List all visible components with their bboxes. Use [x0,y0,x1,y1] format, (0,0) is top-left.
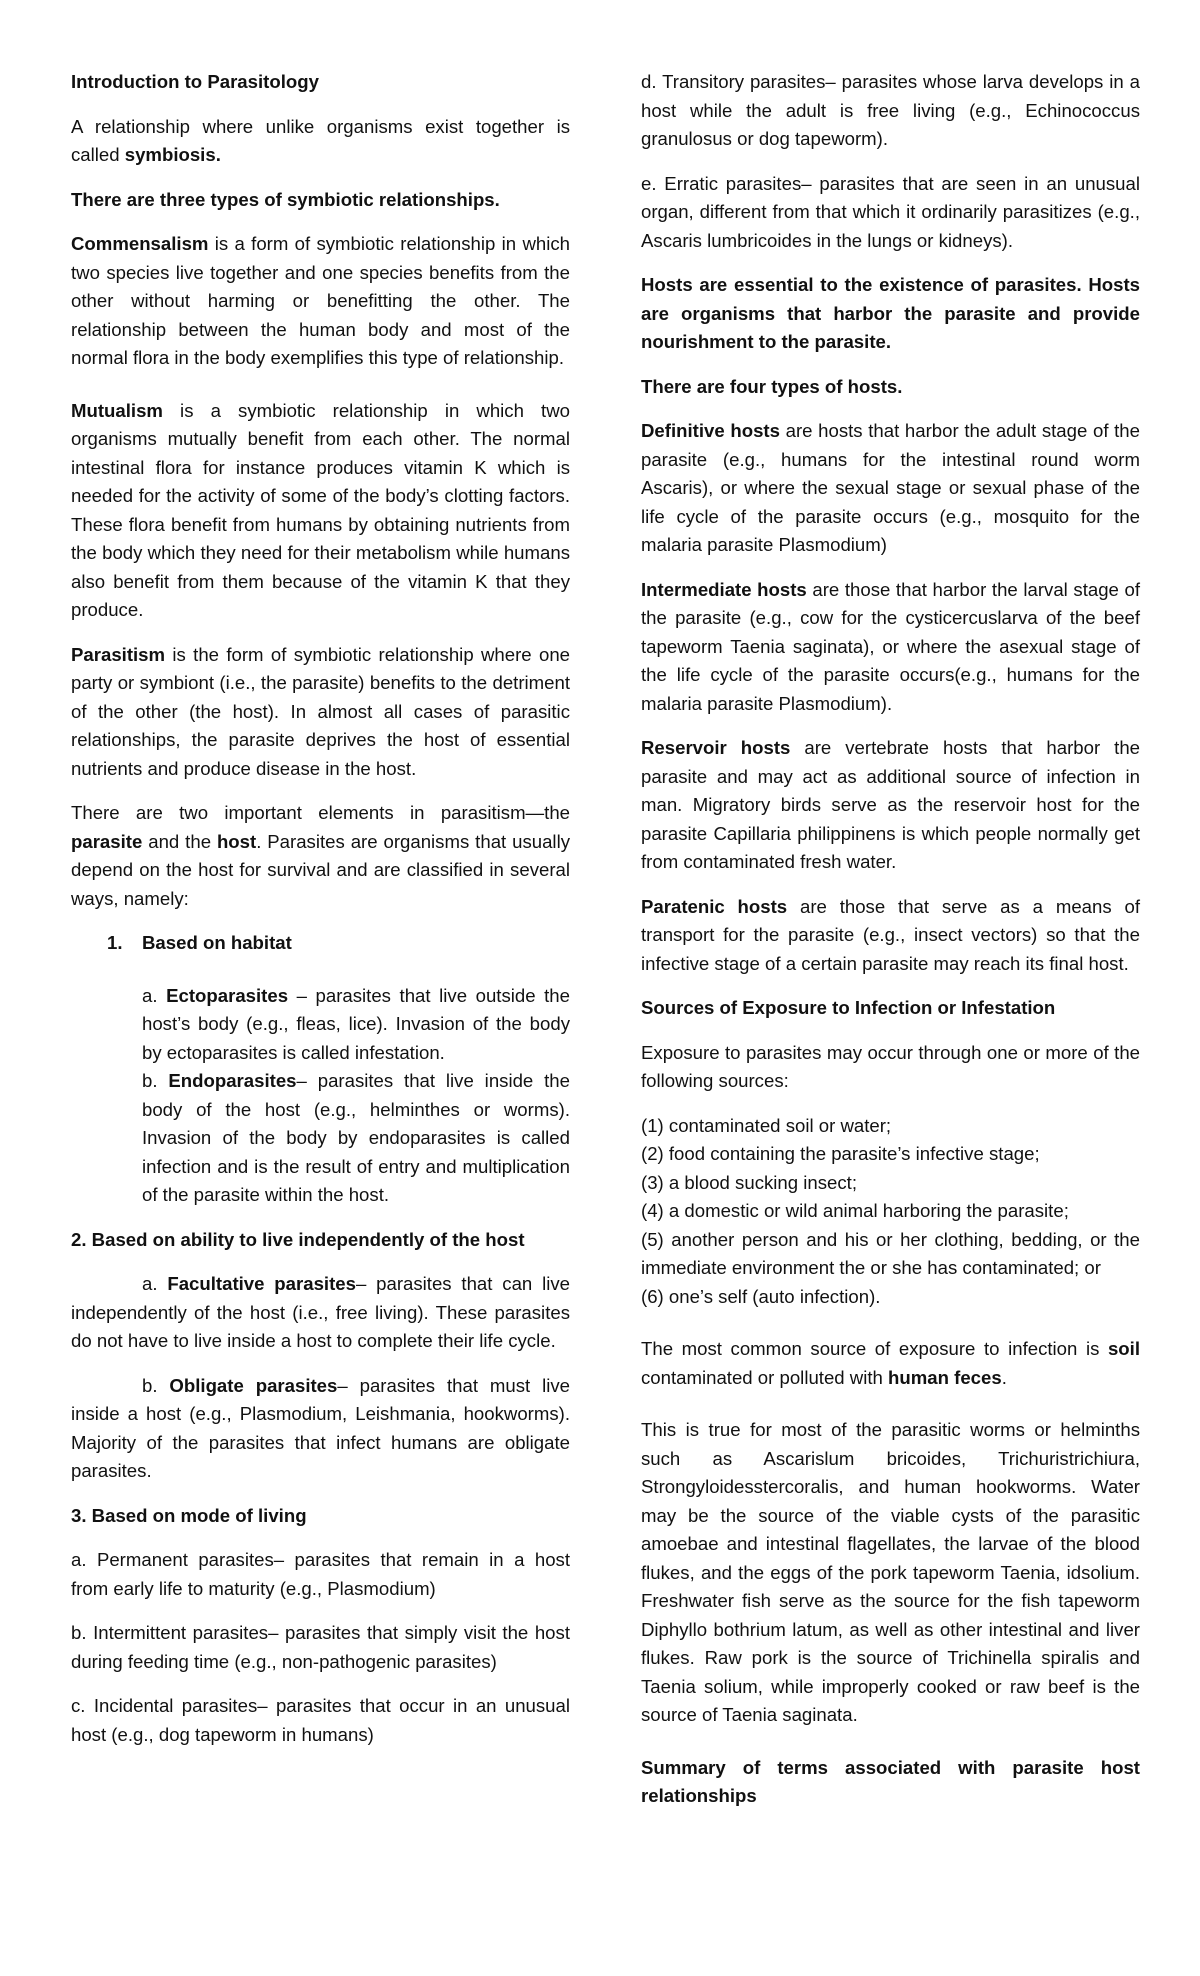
mode-heading: 3. Based on mode of living [71,1504,307,1526]
transitory-item: d. Transitory parasites– parasites whose larva develops in a host while the adult is free living (e.g., Echinococcus granulosus or dog tapeworm). [641,71,1140,149]
mutualism-paragraph: Mutualism is a symbiotic relationship in which two organisms mutually benefit from each other. The normal intestinal flora for instance produces vitamin K which is needed for the activity of some of the body’s clotting factors. These flora benefit from humans by obtaining nutrients from the body which they need for their metabolism while humans also benefit from them because of the vitamin K that they produce. [71,399,570,620]
intermittent-item: b. Intermittent parasites– parasites that simply visit the host during feeding time (e.g., non-pathogenic parasites) [71,1622,570,1672]
definitive-hosts-paragraph: Definitive hosts are hosts that harbor the adult stage of the parasite (e.g., humans for the intestinal round worm Ascaris), or where the sexual stage or sexual phase of the life cycle of the parasite occurs (e.g., mosquito for the malaria parasite Plasmodium) [641,420,1140,555]
incidental-item: c. Incidental parasites– parasites that occur in an unusual host (e.g., dog tapeworm in humans) [71,1695,570,1745]
paratenic-hosts-paragraph: Paratenic hosts are those that serve as a means of transport for the parasite (e.g., insect vectors) so that the infective stage of a certain parasite may reach its final host. [641,895,1140,974]
left-column [71,68,570,1765]
commensalism-paragraph: Commensalism is a form of symbiotic relationship in which two species live together and one species benefits from the other without harming or benefitting the other. The relationship between the human body and most of the normal flora in the body exemplifies this type of relationship. [71,233,570,368]
permanent-item: a. Permanent parasites– parasites that remain in a host from early life to maturity (e.g., Plasmodium) [71,1549,570,1599]
parasitism-paragraph: Parasitism is the form of symbiotic relationship where one party or symbiont (i.e., the parasite) benefits to the detriment of the other (the host). In almost all cases of parasitic relationships, the parasite deprives the host of essential nutrients and produce disease in the host. [71,643,570,779]
hosts-essential-paragraph: Hosts are essential to the existence of parasites. Hosts are organisms that harbor the parasite and provide nourishment to the parasite. [641,274,1140,352]
right-column [641,68,1140,1827]
four-types-heading: There are four types of hosts. [641,375,903,397]
list-item: (3) a blood sucking insect; [641,1171,858,1193]
sources-heading: Sources of Exposure to Infection or Infestation [641,997,1056,1018]
sources-intro: Exposure to parasites may occur through one or more of the following sources: [641,1041,1140,1091]
helminths-paragraph: This is true for most of the parasitic worms or helminths such as Ascarislum bricoides, Trichuristrichiura, Strongyloidesstercoralis, and human hookworms. Water may be the source of the viable cysts of the parasitic amoebae and intestinal flagellates, the larvae of the blood flukes, and the eggs of the pork tapeworm Taenia, idsolium. Freshwater fish serve as the source for the fish tapeworm Diphyllo bothrium latum, as well as other intestinal and liver flukes. Raw pork is the source of Trichinella spiralis and Taenia solium, while improperly cooked or raw beef is the source of Taenia saginata. [641,1419,1140,1725]
list-item: (1) contaminated soil or water; [641,1114,892,1136]
list-item: (4) a domestic or wild animal harboring the parasite; [641,1200,1069,1221]
facultative-item: a. Facultative parasites– parasites that can live independently of the host (i.e., free living). These parasites do not have to live inside a host to complete their life cycle. [71,1273,570,1351]
summary-heading: Summary of terms associated with parasite host relationships [641,1756,1140,1806]
common-source-paragraph: The most common source of exposure to infection is soil contaminated or polluted with human feces. [641,1338,1140,1388]
three-types-heading: There are three types of symbiotic relationships. [71,188,500,210]
list-item: (2) food containing the parasite’s infective stage; [641,1143,1040,1164]
list-item: (5) another person and his or her clothing, bedding, or the immediate environment the or she has contaminated; or [641,1228,1140,1278]
intermediate-hosts-paragraph: Intermediate hosts are those that harbor the larval stage of the parasite (e.g., cow for the cysticercuslarva of the beef tapeworm Taenia saginata), or where the asexual stage of the life cycle of the parasite occurs(e.g., humans for the malaria parasite Plasmodium). [641,578,1140,714]
ectoparasites-item: a. Ectoparasites – parasites that live outside the host’s body (e.g., fleas, lice). Invasion of the body by ectoparasites is called infestation. [142,984,570,1063]
obligate-item: b. Obligate parasites– parasites that must live inside a host (e.g., Plasmodium, Leishmania, hookworms). Majority of the parasites that infect humans are obligate parasites. [71,1374,570,1481]
erratic-item: e. Erratic parasites– parasites that are seen in an unusual organ, different from that which it ordinarily parasitizes (e.g., Ascaris lumbricoides in the lungs or kidneys). [641,172,1140,251]
endoparasites-item: b. Endoparasites– parasites that live inside the body of the host (e.g., helminthes or worms). Invasion of the body by endoparasites is called infection and is the result of entry and multiplication of the parasite within the host. [142,1070,570,1205]
reservoir-hosts-paragraph: Reservoir hosts are vertebrate hosts that harbor the parasite and may act as additional source of infection in man. Migratory birds serve as the reservoir host for the parasite Capillaria philippinens is which people normally get from contaminated fresh water. [641,737,1140,872]
sources-list [641,1112,1140,1312]
habitat-heading: 1. Based on habitat [107,932,292,953]
elements-paragraph: There are two important elements in parasitism—the parasite and the host. Parasites are organisms that usually depend on the host for survival and are classified in several ways, namely: [71,802,570,909]
independence-heading: 2. Based on ability to live independently of the host [71,1228,525,1250]
list-item: (6) one’s self (auto infection). [641,1285,881,1307]
symbiosis-paragraph: A relationship where unlike organisms exist together is called symbiosis. [71,115,570,165]
page-title: Introduction to Parasitology [71,71,319,92]
